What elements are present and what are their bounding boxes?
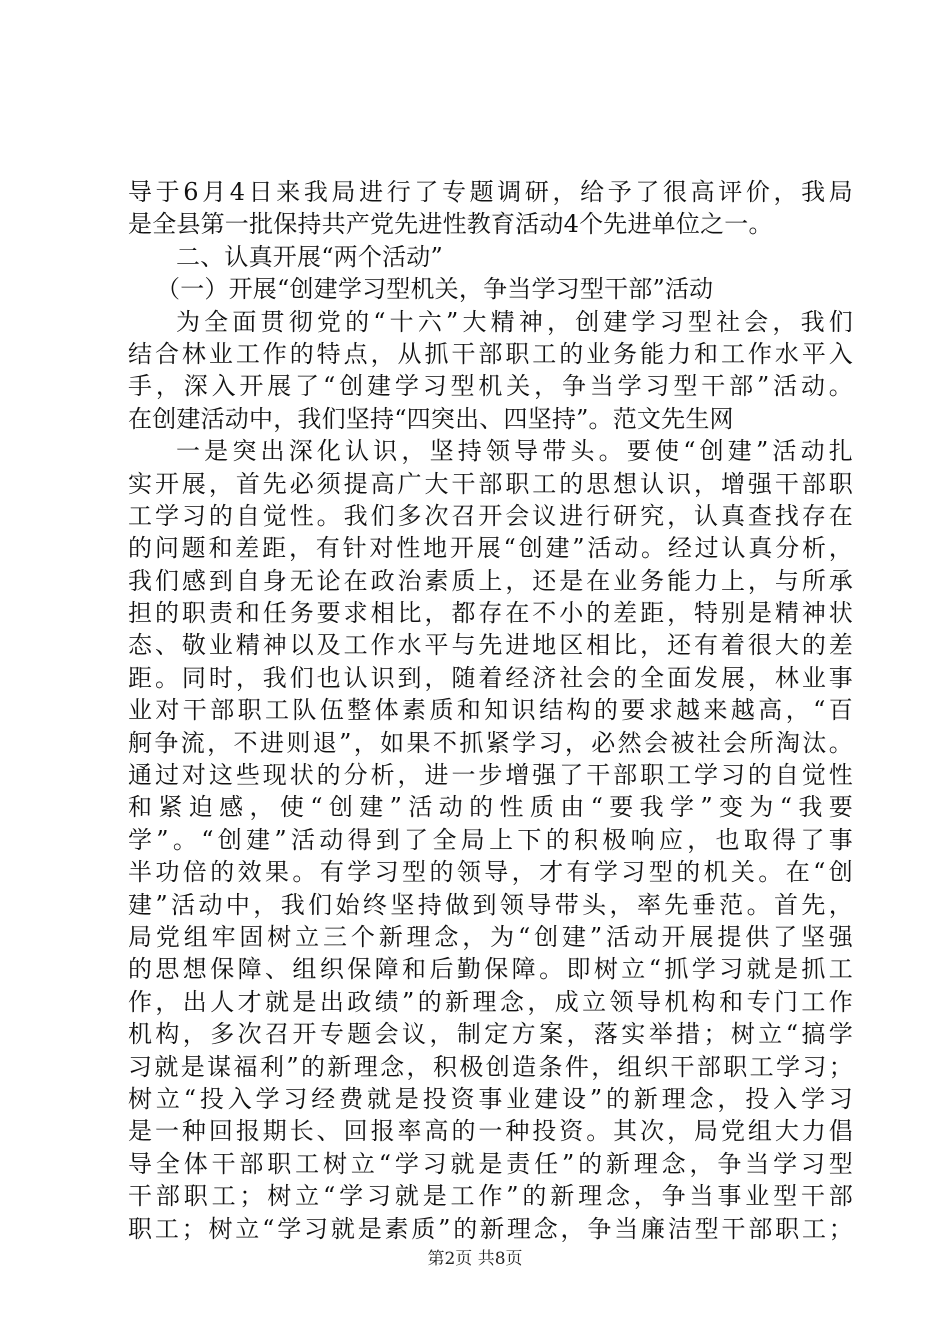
paragraph-line: 担的职责和任务要求相比，都存在不小的差距，特别是精神状 (128, 599, 853, 628)
paragraph-line: 在创建活动中，我们坚持“四突出、四坚持”。范文先生网 (128, 404, 734, 433)
paragraph-line: 和紧迫感，使“创建”活动的性质由“要我学”变为“我要 (128, 793, 853, 822)
paragraph-line: 的思想保障、组织保障和后勤保障。即树立“抓学习就是抓工 (128, 955, 853, 984)
paragraph-line: 半功倍的效果。有学习型的领导，才有学习型的机关。在“创 (128, 858, 853, 887)
paragraph-line: 为全面贯彻党的“十六”大精神，创建学习型社会，我们 (176, 307, 853, 336)
paragraph-line: 职工；树立“学习就是素质”的新理念，争当廉洁型干部职工； (128, 1214, 853, 1243)
paragraph-line: 作，出人才就是出政绩”的新理念，成立领导机构和专门工作 (128, 987, 853, 1016)
section-heading: 二、认真开展“两个活动” (176, 242, 443, 271)
paragraph-line: 建”活动中，我们始终坚持做到领导带头，率先垂范。首先， (128, 890, 853, 919)
paragraph-line: 态、敬业精神以及工作水平与先进地区相比，还有着很大的差 (128, 631, 853, 660)
paragraph-line: 是全县第一批保持共产党先进性教育活动4个先进单位之一。 (128, 210, 773, 239)
paragraph-line: 习就是谋福利”的新理念，积极创造条件，组织干部职工学习； (128, 1052, 853, 1081)
paragraph-line: 局党组牢固树立三个新理念，为“创建”活动开展提供了坚强 (128, 922, 853, 951)
paragraph-line: 导于6月4日来我局进行了专题调研，给予了很高评价，我局 (128, 178, 853, 206)
paragraph-line: 实开展，首先必须提高广大干部职工的思想认识，增强干部职 (128, 469, 853, 498)
paragraph-line: 我们感到自身无论在政治素质上，还是在业务能力上，与所承 (128, 566, 853, 595)
page-number-footer: 第2页 共8页 (427, 1249, 523, 1269)
paragraph-line: 干部职工；树立“学习就是工作”的新理念，争当事业型干部 (128, 1182, 853, 1211)
paragraph-line: 业对干部职工队伍整体素质和知识结构的要求越来越高，“百 (128, 696, 853, 725)
paragraph-line: 手，深入开展了“创建学习型机关，争当学习型干部”活动。 (128, 372, 853, 401)
document-body (128, 176, 853, 1245)
paragraph-line: 是一种回报期长、回报率高的一种投资。其次，局党组大力倡 (128, 1117, 853, 1146)
paragraph-line: 树立“投入学习经费就是投资事业建设”的新理念，投入学习 (128, 1084, 853, 1113)
paragraph-line: 机构，多次召开专题会议，制定方案，落实举措；树立“搞学 (128, 1020, 853, 1049)
paragraph-line: 一是突出深化认识，坚持领导带头。要使“创建”活动扎 (176, 437, 853, 466)
paragraph-line: 导全体干部职工树立“学习就是责任”的新理念，争当学习型 (128, 1149, 853, 1178)
paragraph-line: 结合林业工作的特点，从抓干部职工的业务能力和工作水平入 (128, 339, 853, 368)
paragraph-line: 通过对这些现状的分析，进一步增强了干部职工学习的自觉性 (128, 761, 853, 790)
paragraph-line: 学”。“创建”活动得到了全局上下的积极响应，也取得了事 (128, 825, 853, 854)
subsection-heading: （一）开展“创建学习型机关，争当学习型干部”活动 (156, 275, 714, 304)
paragraph-line: 舸争流，不进则退”，如果不抓紧学习，必然会被社会所淘汰。 (128, 728, 853, 757)
paragraph-line: 工学习的自觉性。我们多次召开会议进行研究，认真查找存在 (128, 501, 853, 530)
paragraph-line: 距。同时，我们也认识到，随着经济社会的全面发展，林业事 (128, 663, 853, 692)
paragraph-line: 的问题和差距，有针对性地开展“创建”活动。经过认真分析， (128, 534, 853, 563)
